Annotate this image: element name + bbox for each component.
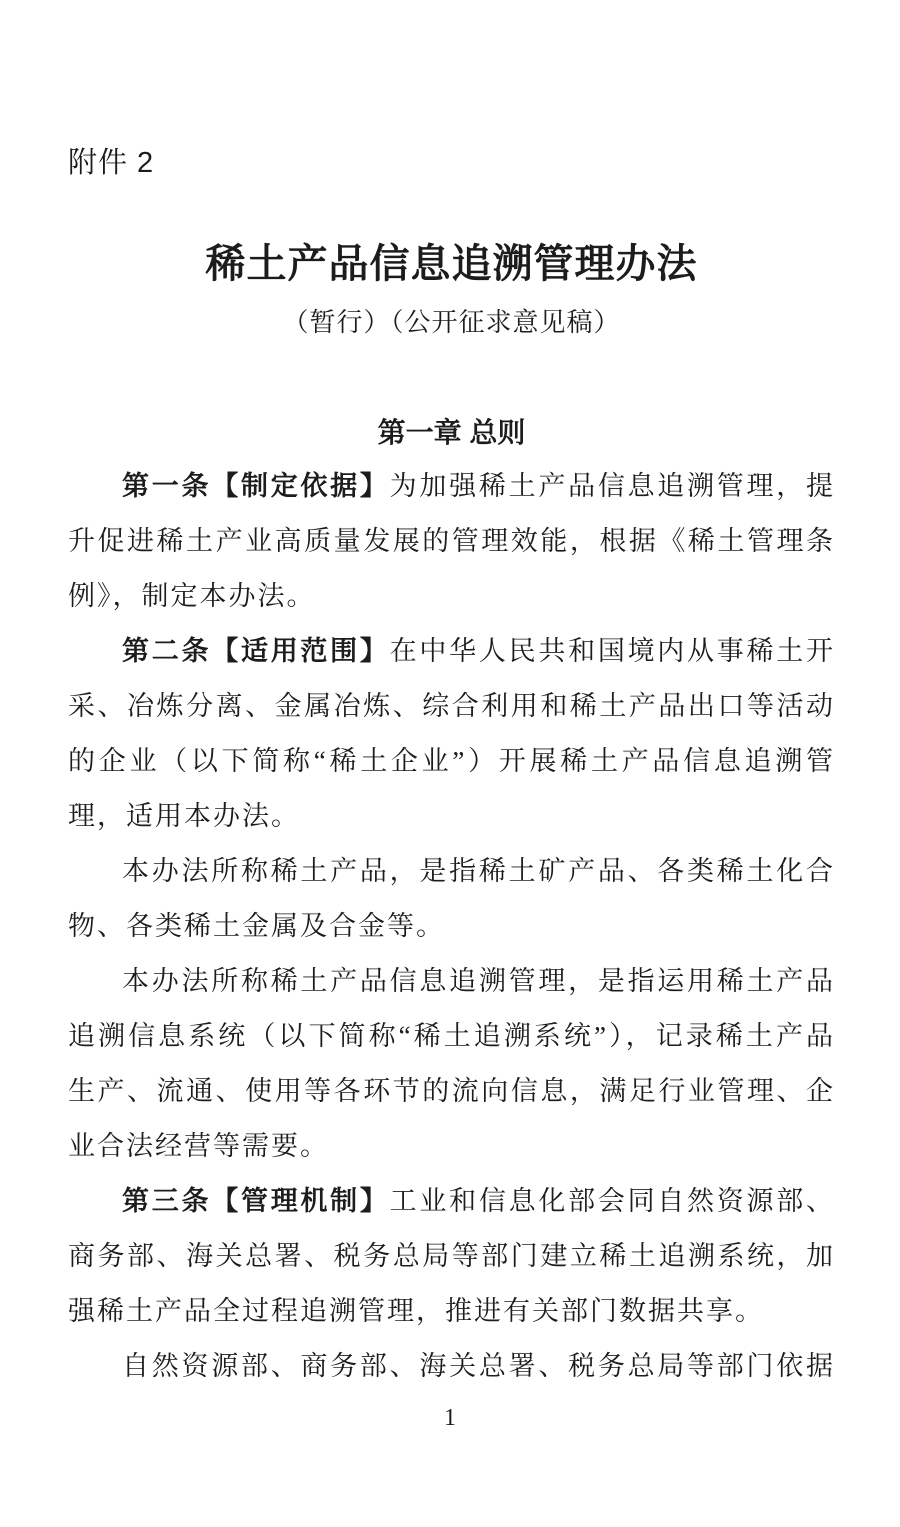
body-text: 商务部、海关总署、税务总局等部门建立稀土追溯系统，加 [68, 1241, 835, 1271]
body-text: 的企业（以下简称“稀土企业”）开展稀土产品信息追溯管 [68, 746, 835, 776]
body-line [68, 954, 835, 1009]
body-text: 自然资源部、商务部、海关总署、税务总局等部门依据 [122, 1351, 835, 1381]
document-title: 稀土产品信息追溯管理办法 [205, 241, 698, 286]
article-label: 第三条【管理机制】 [122, 1186, 390, 1216]
body-text: 强稀土产品全过程追溯管理，推进有关部门数据共享。 [68, 1296, 764, 1326]
document-subtitle: （暂行）（公开征求意见稿） [282, 308, 621, 337]
body-line [68, 679, 835, 734]
page-number: 1 [444, 1405, 456, 1431]
body-line [68, 1064, 835, 1119]
document-body [68, 459, 835, 1394]
body-line [68, 1284, 835, 1339]
article-label: 第一条【制定依据】 [122, 471, 390, 501]
body-line [68, 1339, 835, 1394]
body-line [68, 1174, 835, 1229]
body-line [68, 734, 835, 789]
body-line [68, 1009, 835, 1064]
body-text: 在中华人民共和国境内从事稀土开 [389, 636, 836, 666]
chapter-heading: 第一章 总则 [377, 417, 526, 448]
article-label: 第二条【适用范围】 [122, 636, 390, 666]
body-text: 本办法所称稀土产品，是指稀土矿产品、各类稀土化合 [122, 856, 835, 886]
attachment-label: 附件 2 [68, 147, 155, 179]
body-text: 工业和信息化部会同自然资源部、 [389, 1186, 836, 1216]
body-text: 生产、流通、使用等各环节的流向信息，满足行业管理、企 [68, 1076, 835, 1106]
body-line [68, 514, 835, 569]
body-text: 业合法经营等需要。 [68, 1131, 329, 1161]
body-line [68, 789, 835, 844]
body-line [68, 1119, 835, 1174]
body-text: 例》，制定本办法。 [68, 581, 316, 611]
body-line [68, 844, 835, 899]
body-text: 升促进稀土产业高质量发展的管理效能，根据《稀土管理条 [68, 526, 835, 556]
body-line [68, 569, 835, 624]
body-line [68, 459, 835, 514]
body-line [68, 899, 835, 954]
body-text: 为加强稀土产品信息追溯管理，提 [389, 471, 836, 501]
body-text: 本办法所称稀土产品信息追溯管理，是指运用稀土产品 [122, 966, 835, 996]
body-text: 物、各类稀土金属及合金等。 [68, 911, 445, 941]
body-line [68, 1229, 835, 1284]
body-text: 采、冶炼分离、金属冶炼、综合利用和稀土产品出口等活动 [68, 691, 835, 721]
body-text: 理，适用本办法。 [68, 801, 300, 831]
body-text: 追溯信息系统（以下简称“稀土追溯系统”），记录稀土产品 [68, 1021, 835, 1051]
body-line [68, 624, 835, 679]
